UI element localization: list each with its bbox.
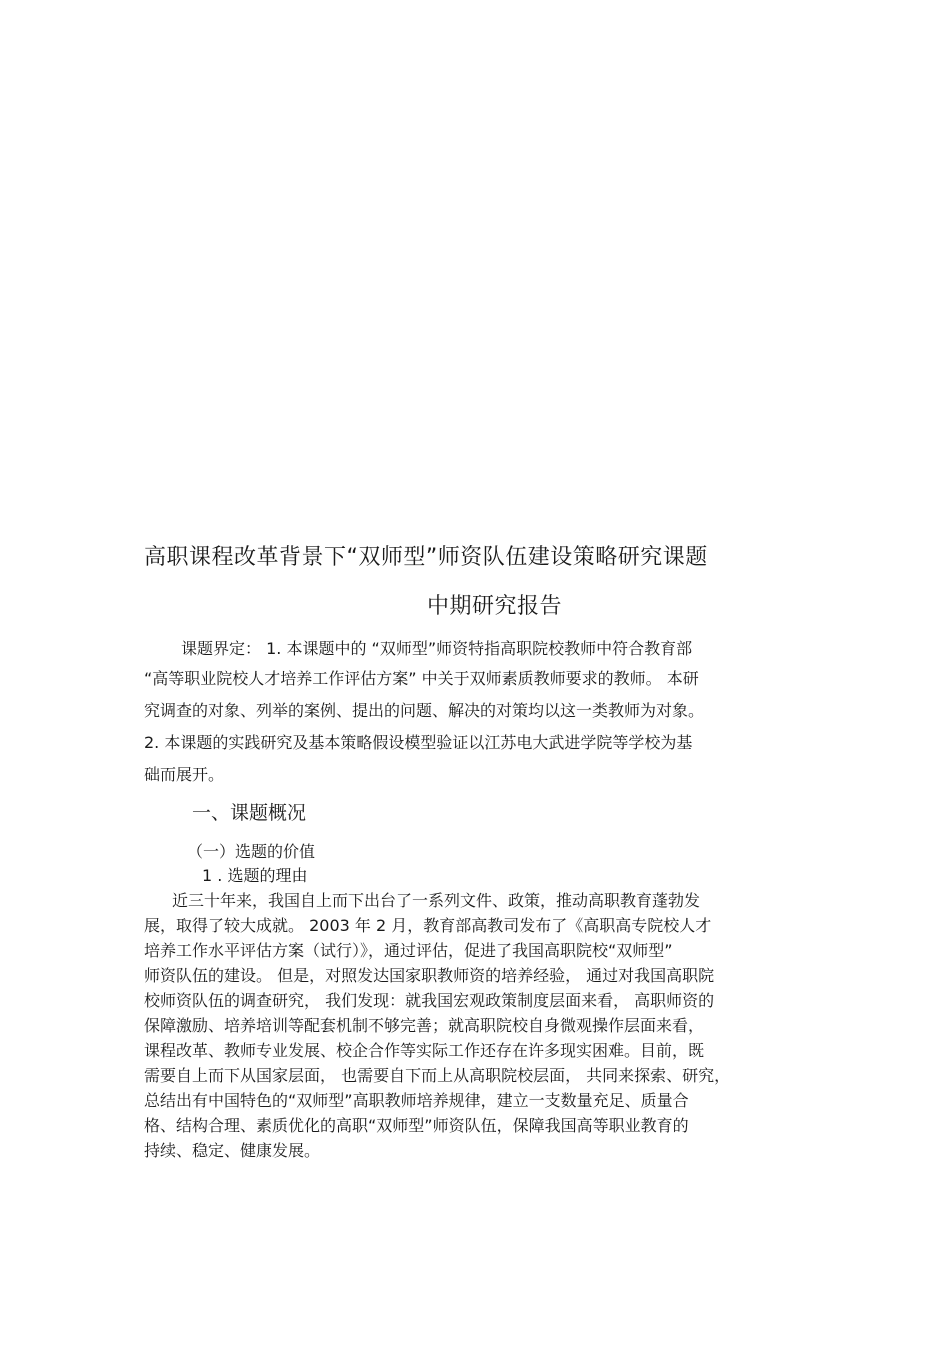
paragraph-line-1: 近三十年来，我国自上而下出台了一系列文件、政策，推动高职教育蓬勃发	[172, 891, 701, 910]
paragraph-line-3: 培养工作水平评估方案（试行）》，通过评估，促进了我国高职院校“双师型”	[144, 941, 673, 960]
definition-line-4: 2. 本课题的实践研究及基本策略假设模型验证以江苏电大武进学院等学校为基	[144, 733, 693, 752]
paragraph-line-5: 校师资队伍的调查研究， 我们发现：就我国宏观政策制度层面来看， 高职师资的	[144, 991, 715, 1010]
subsection-heading-value: （一）选题的价值	[187, 842, 316, 861]
report-title-line-1: 高职课程改革背景下“双师型”师资队伍建设策略研究课题	[144, 545, 708, 570]
paragraph-line-11: 持续、稳定、健康发展。	[144, 1141, 321, 1160]
section-heading-overview: 一、课题概况	[192, 802, 307, 824]
paragraph-line-10: 格、结构合理、素质优化的高职“双师型”师资队伍，保障我国高等职业教育的	[144, 1116, 689, 1135]
paragraph-line-7: 课程改革、教师专业发展、校企合作等实际工作还存在许多现实困难。目前，既	[144, 1041, 705, 1060]
definition-line-3: 究调查的对象、列举的案例、提出的问题、解决的对策均以这一类教师为对象。	[144, 701, 705, 720]
paragraph-line-4: 师资队伍的建设。 但是，对照发达国家职教师资的培养经验， 通过对我国高职院	[144, 966, 715, 985]
paragraph-line-2: 展，取得了较大成就。 2003 年 2 月，教育部高教司发布了《高职高专院校人才	[144, 916, 712, 935]
item-heading-reason: 1 . 选题的理由	[202, 866, 308, 885]
paragraph-line-9: 总结出有中国特色的“双师型”高职教师培养规律，建立一支数量充足、质量合	[144, 1091, 689, 1110]
paragraph-line-8: 需要自上而下从国家层面， 也需要自下而上从高职院校层面， 共同来探索、研究，	[144, 1066, 731, 1085]
paragraph-line-6: 保障激励、培养培训等配套机制不够完善；就高职院校自身微观操作层面来看，	[144, 1016, 705, 1035]
definition-line-1: 课题界定： 1. 本课题中的 “双师型”师资特指高职院校教师中符合教育部	[181, 639, 693, 658]
definition-line-5: 础而展开。	[144, 765, 225, 784]
definition-line-2: “高等职业院校人才培养工作评估方案” 中关于双师素质教师要求的教师。 本研	[144, 669, 699, 688]
report-title-line-2: 中期研究报告	[427, 594, 563, 619]
